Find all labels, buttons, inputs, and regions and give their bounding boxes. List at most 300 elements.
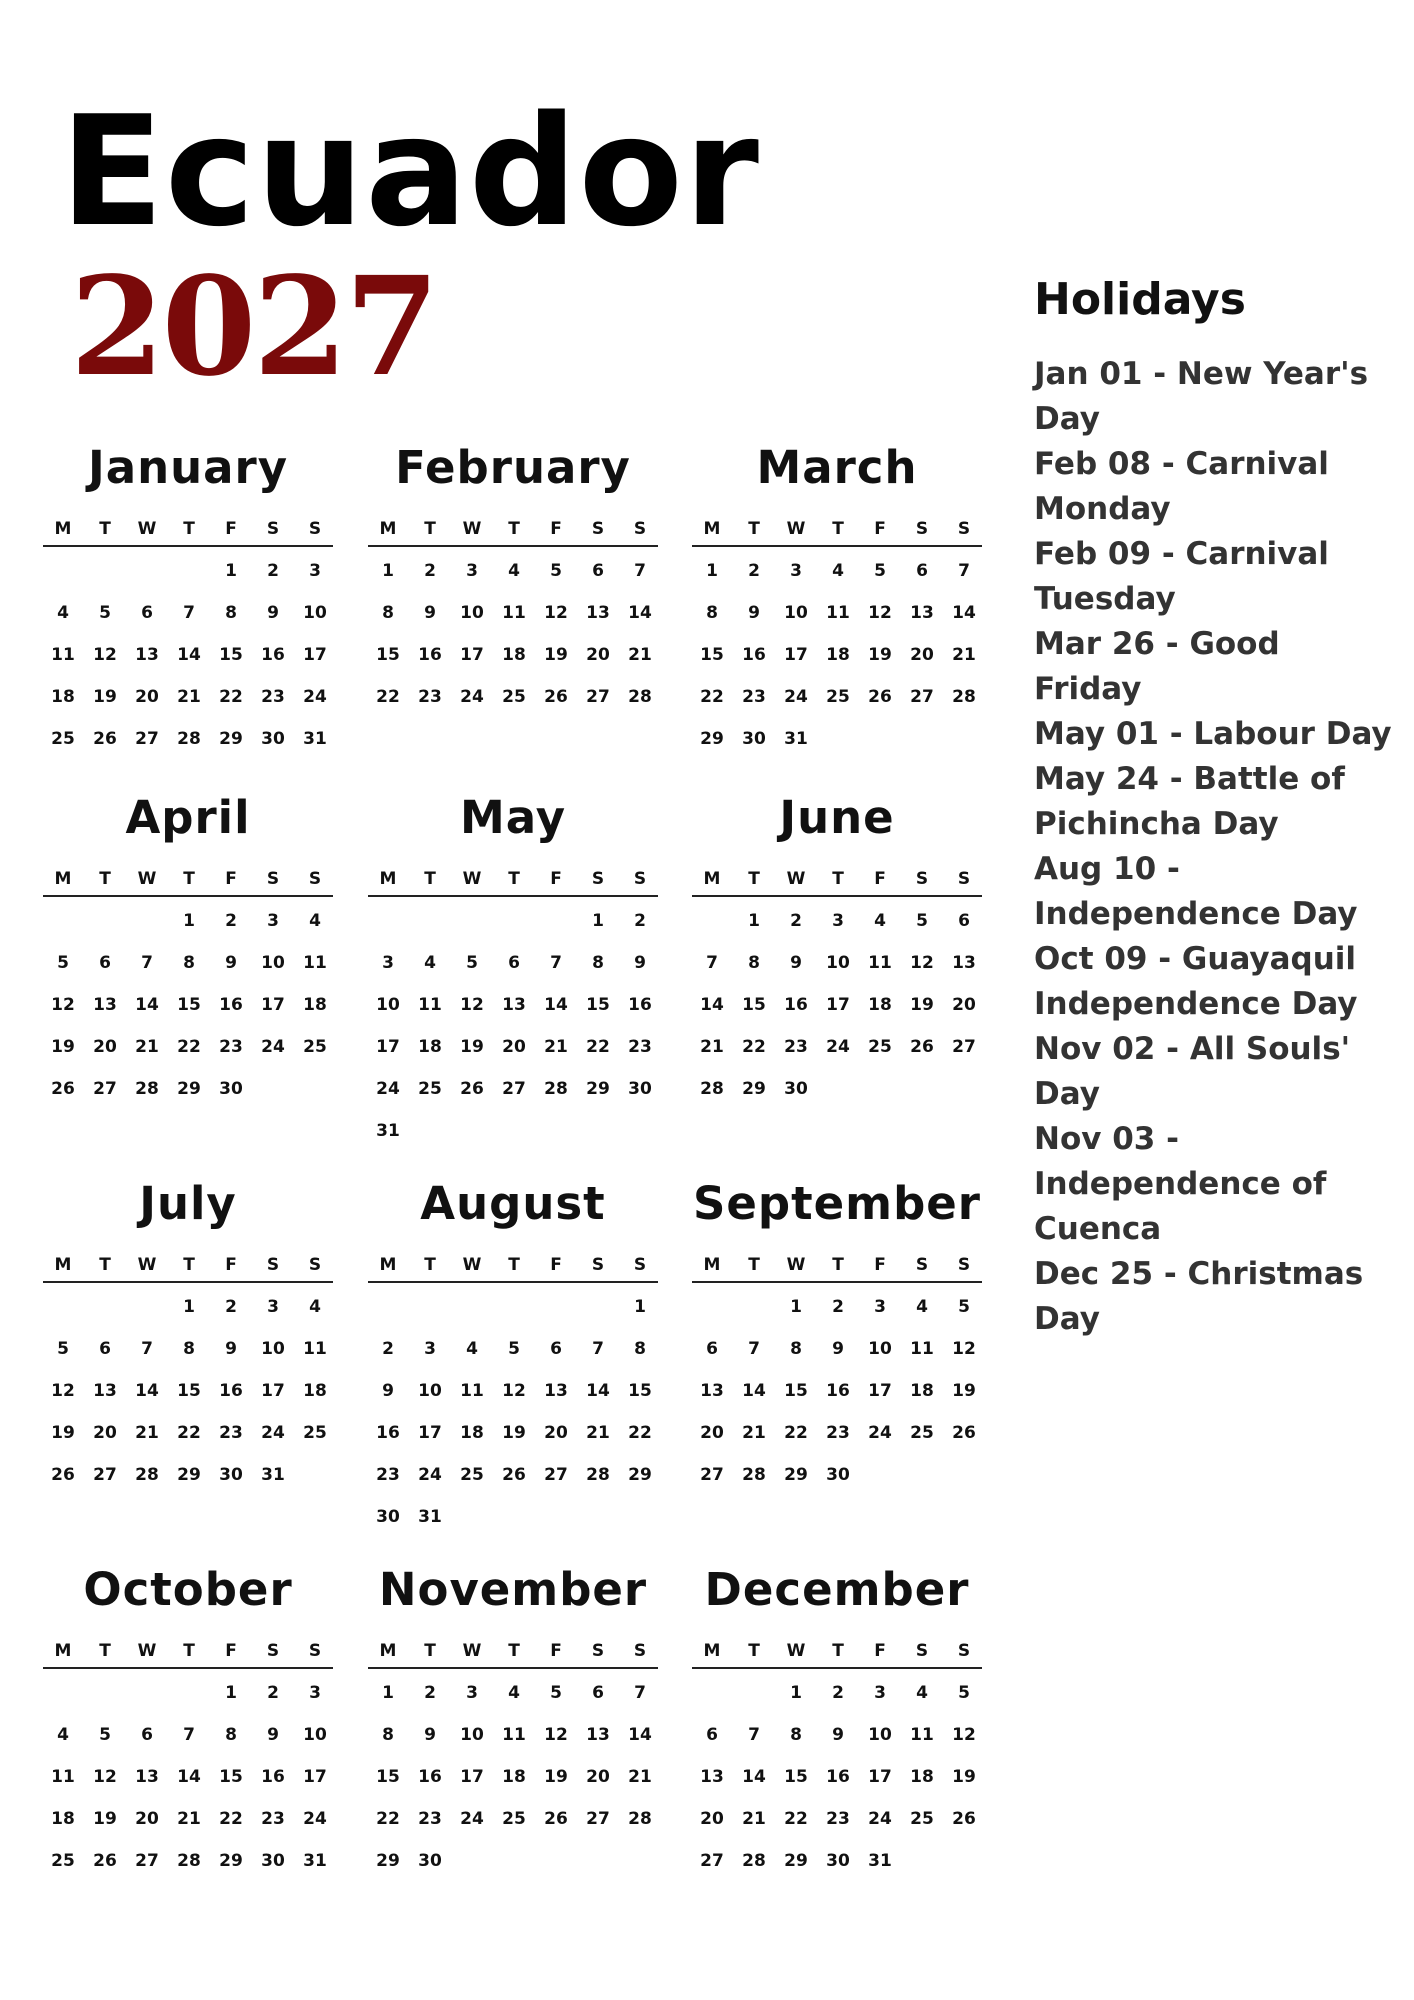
day-cell: 17 — [261, 995, 285, 1015]
day-cell: 26 — [952, 1423, 976, 1443]
day-cell: 7 — [550, 953, 562, 973]
holiday-item: Mar 26 - Good Friday — [1034, 626, 1280, 707]
day-cell: 27 — [135, 1851, 159, 1871]
day-cell: 27 — [952, 1037, 976, 1057]
day-cell: 20 — [910, 645, 934, 665]
year-title: 2027 — [70, 247, 437, 407]
day-cell: 29 — [177, 1079, 201, 1099]
day-cell: 25 — [51, 1851, 75, 1871]
weekday-label: M — [54, 519, 72, 539]
day-cell: 10 — [784, 603, 808, 623]
day-cell: 11 — [826, 603, 850, 623]
day-cell: 19 — [51, 1423, 75, 1443]
day-cell: 16 — [784, 995, 808, 1015]
weekday-label: T — [508, 869, 520, 889]
day-cell: 11 — [51, 1767, 75, 1787]
weekday-label: T — [748, 869, 760, 889]
day-cell: 5 — [916, 911, 928, 931]
day-cell: 29 — [784, 1465, 808, 1485]
weekday-label: W — [462, 519, 482, 539]
weekday-label: T — [99, 1641, 111, 1661]
day-cell: 12 — [460, 995, 484, 1015]
weekday-label: S — [591, 1255, 605, 1275]
day-cell: 27 — [544, 1465, 568, 1485]
day-cell: 11 — [502, 603, 526, 623]
day-cell: 10 — [826, 953, 850, 973]
holiday-item: Nov 03 - Independence of Cuenca — [1034, 1121, 1327, 1247]
weekday-label: M — [379, 519, 397, 539]
day-cell: 1 — [790, 1297, 802, 1317]
day-cell: 26 — [910, 1037, 934, 1057]
day-cell: 1 — [748, 911, 760, 931]
day-cell: 2 — [267, 561, 279, 581]
day-cell: 21 — [742, 1809, 766, 1829]
weekday-label: T — [748, 1641, 760, 1661]
day-cell: 20 — [502, 1037, 526, 1057]
weekday-label: S — [308, 1641, 322, 1661]
weekday-label: M — [703, 519, 721, 539]
weekday-header — [368, 1641, 658, 1669]
day-cell: 31 — [784, 729, 808, 749]
day-cell: 15 — [784, 1767, 808, 1787]
day-cell: 2 — [634, 911, 646, 931]
weekday-label: F — [874, 869, 886, 889]
day-cell: 24 — [868, 1809, 892, 1829]
day-cell: 25 — [502, 687, 526, 707]
day-cell: 16 — [826, 1381, 850, 1401]
day-cell: 21 — [628, 1767, 652, 1787]
day-cell: 22 — [742, 1037, 766, 1057]
day-cell: 22 — [784, 1809, 808, 1829]
day-cell: 10 — [303, 1725, 327, 1745]
day-cell: 19 — [93, 687, 117, 707]
day-cell: 2 — [382, 1339, 394, 1359]
weekday-header — [43, 519, 333, 547]
day-cell: 22 — [376, 687, 400, 707]
weekday-label: W — [462, 869, 482, 889]
day-cell: 23 — [219, 1037, 243, 1057]
weekday-label: W — [137, 869, 157, 889]
day-cell: 16 — [826, 1767, 850, 1787]
holidays-panel — [1034, 270, 1394, 1337]
day-cell: 8 — [183, 953, 195, 973]
weekday-label: S — [915, 519, 929, 539]
weekday-label: T — [99, 869, 111, 889]
day-cell: 8 — [748, 953, 760, 973]
day-cell: 28 — [628, 1809, 652, 1829]
day-cell: 8 — [706, 603, 718, 623]
day-cell: 28 — [952, 687, 976, 707]
day-cell: 22 — [586, 1037, 610, 1057]
day-cell: 8 — [183, 1339, 195, 1359]
month-name: June — [779, 791, 895, 844]
weekday-label: T — [424, 519, 436, 539]
weekday-label: T — [508, 519, 520, 539]
month-name: August — [420, 1177, 606, 1230]
day-cell: 13 — [700, 1767, 724, 1787]
day-cell: 6 — [592, 1683, 604, 1703]
day-grid — [692, 1296, 982, 1516]
day-cell: 22 — [177, 1037, 201, 1057]
day-cell: 13 — [700, 1381, 724, 1401]
day-cell: 3 — [790, 561, 802, 581]
day-cell: 29 — [219, 729, 243, 749]
day-cell: 13 — [952, 953, 976, 973]
day-cell: 3 — [466, 561, 478, 581]
day-cell: 13 — [93, 1381, 117, 1401]
day-cell: 11 — [303, 953, 327, 973]
day-cell: 2 — [424, 1683, 436, 1703]
day-cell: 14 — [586, 1381, 610, 1401]
weekday-label: S — [957, 1255, 971, 1275]
day-cell: 28 — [586, 1465, 610, 1485]
day-cell: 30 — [742, 729, 766, 749]
day-cell: 26 — [460, 1079, 484, 1099]
day-cell: 10 — [868, 1725, 892, 1745]
day-cell: 5 — [99, 1725, 111, 1745]
month-name: April — [125, 791, 251, 844]
day-grid — [43, 1296, 333, 1516]
day-cell: 24 — [784, 687, 808, 707]
day-cell: 6 — [706, 1725, 718, 1745]
day-cell: 4 — [57, 1725, 69, 1745]
day-cell: 14 — [177, 1767, 201, 1787]
weekday-label: S — [915, 1641, 929, 1661]
day-cell: 9 — [832, 1725, 844, 1745]
month-may — [368, 790, 658, 1141]
weekday-label: M — [54, 869, 72, 889]
day-cell: 20 — [700, 1423, 724, 1443]
day-cell: 4 — [466, 1339, 478, 1359]
day-cell: 7 — [958, 561, 970, 581]
weekday-label: S — [633, 1255, 647, 1275]
day-cell: 20 — [586, 645, 610, 665]
day-cell: 30 — [219, 1465, 243, 1485]
day-cell: 3 — [267, 911, 279, 931]
weekday-label: S — [915, 869, 929, 889]
day-cell: 26 — [51, 1465, 75, 1485]
day-cell: 12 — [93, 1767, 117, 1787]
month-august — [368, 1176, 658, 1527]
day-cell: 6 — [508, 953, 520, 973]
day-cell: 25 — [826, 687, 850, 707]
day-cell: 11 — [418, 995, 442, 1015]
day-grid — [692, 910, 982, 1130]
day-cell: 14 — [135, 1381, 159, 1401]
weekday-label: T — [508, 1641, 520, 1661]
month-november — [368, 1562, 658, 1871]
weekday-label: S — [591, 869, 605, 889]
day-cell: 20 — [93, 1423, 117, 1443]
day-cell: 24 — [826, 1037, 850, 1057]
holiday-item: Jan 01 - New Year's Day — [1034, 356, 1369, 437]
day-cell: 14 — [628, 1725, 652, 1745]
month-name: May — [459, 791, 567, 844]
day-cell: 25 — [502, 1809, 526, 1829]
day-grid — [43, 1682, 333, 1902]
weekday-header — [43, 1641, 333, 1669]
day-cell: 28 — [135, 1465, 159, 1485]
day-cell: 17 — [868, 1767, 892, 1787]
weekday-label: W — [786, 1255, 806, 1275]
day-grid — [368, 560, 658, 780]
day-cell: 23 — [784, 1037, 808, 1057]
month-december — [692, 1562, 982, 1871]
day-cell: 19 — [460, 1037, 484, 1057]
day-cell: 12 — [51, 995, 75, 1015]
day-cell: 22 — [219, 687, 243, 707]
weekday-header — [368, 1255, 658, 1283]
country-title: Ecuador — [60, 83, 760, 260]
day-cell: 28 — [700, 1079, 724, 1099]
weekday-label: F — [550, 519, 562, 539]
day-cell: 4 — [424, 953, 436, 973]
weekday-label: S — [308, 519, 322, 539]
day-cell: 21 — [177, 1809, 201, 1829]
day-cell: 27 — [93, 1465, 117, 1485]
day-cell: 27 — [700, 1851, 724, 1871]
day-cell: 19 — [502, 1423, 526, 1443]
day-cell: 12 — [544, 1725, 568, 1745]
day-cell: 24 — [868, 1423, 892, 1443]
day-cell: 17 — [303, 1767, 327, 1787]
day-cell: 9 — [790, 953, 802, 973]
day-cell: 29 — [628, 1465, 652, 1485]
day-cell: 26 — [544, 1809, 568, 1829]
day-cell: 2 — [424, 561, 436, 581]
weekday-label: M — [379, 1255, 397, 1275]
day-cell: 27 — [700, 1465, 724, 1485]
weekday-header — [368, 519, 658, 547]
day-cell: 17 — [784, 645, 808, 665]
weekday-label: F — [225, 519, 237, 539]
weekday-label: F — [874, 1255, 886, 1275]
day-cell: 28 — [628, 687, 652, 707]
day-cell: 23 — [826, 1423, 850, 1443]
weekday-label: F — [225, 1641, 237, 1661]
day-cell: 12 — [868, 603, 892, 623]
day-cell: 4 — [874, 911, 886, 931]
day-cell: 1 — [225, 561, 237, 581]
day-cell: 1 — [634, 1297, 646, 1317]
day-cell: 18 — [418, 1037, 442, 1057]
day-cell: 6 — [592, 561, 604, 581]
weekday-label: W — [137, 1641, 157, 1661]
day-cell: 21 — [586, 1423, 610, 1443]
day-cell: 20 — [93, 1037, 117, 1057]
day-cell: 14 — [544, 995, 568, 1015]
day-cell: 1 — [382, 561, 394, 581]
day-cell: 29 — [784, 1851, 808, 1871]
day-cell: 3 — [874, 1683, 886, 1703]
day-cell: 13 — [93, 995, 117, 1015]
day-cell: 30 — [826, 1465, 850, 1485]
weekday-label: T — [748, 519, 760, 539]
day-cell: 7 — [141, 953, 153, 973]
weekday-label: S — [591, 1641, 605, 1661]
day-cell: 10 — [868, 1339, 892, 1359]
day-cell: 7 — [706, 953, 718, 973]
day-cell: 13 — [135, 1767, 159, 1787]
day-cell: 27 — [93, 1079, 117, 1099]
day-cell: 24 — [261, 1037, 285, 1057]
day-cell: 5 — [508, 1339, 520, 1359]
day-cell: 22 — [177, 1423, 201, 1443]
day-cell: 7 — [634, 561, 646, 581]
month-january — [43, 440, 333, 749]
weekday-label: F — [874, 1641, 886, 1661]
day-cell: 2 — [748, 561, 760, 581]
day-cell: 9 — [267, 603, 279, 623]
day-cell: 13 — [502, 995, 526, 1015]
weekday-label: T — [424, 1641, 436, 1661]
day-cell: 14 — [952, 603, 976, 623]
day-cell: 3 — [382, 953, 394, 973]
month-march — [692, 440, 982, 749]
weekday-label: S — [633, 519, 647, 539]
weekday-label: S — [266, 519, 280, 539]
day-cell: 2 — [267, 1683, 279, 1703]
day-cell: 5 — [958, 1297, 970, 1317]
day-cell: 23 — [742, 687, 766, 707]
day-cell: 5 — [57, 1339, 69, 1359]
holiday-list — [1034, 352, 1394, 1342]
day-cell: 25 — [868, 1037, 892, 1057]
day-cell: 19 — [544, 1767, 568, 1787]
weekday-label: S — [633, 1641, 647, 1661]
weekday-label: S — [308, 1255, 322, 1275]
day-cell: 12 — [544, 603, 568, 623]
day-cell: 7 — [183, 603, 195, 623]
day-cell: 8 — [382, 1725, 394, 1745]
day-cell: 29 — [586, 1079, 610, 1099]
weekday-label: S — [957, 519, 971, 539]
weekday-label: F — [225, 1255, 237, 1275]
day-cell: 4 — [57, 603, 69, 623]
holiday-item: Feb 09 - Carnival Tuesday — [1034, 536, 1329, 617]
day-cell: 24 — [303, 687, 327, 707]
month-name: January — [87, 441, 289, 494]
weekday-label: T — [183, 519, 195, 539]
day-cell: 23 — [628, 1037, 652, 1057]
day-cell: 1 — [706, 561, 718, 581]
holiday-item: Feb 08 - Carnival Monday — [1034, 446, 1329, 527]
day-cell: 18 — [502, 645, 526, 665]
day-cell: 26 — [952, 1809, 976, 1829]
weekday-label: T — [508, 1255, 520, 1275]
day-cell: 18 — [826, 645, 850, 665]
weekday-label: T — [748, 1255, 760, 1275]
day-cell: 9 — [424, 1725, 436, 1745]
holiday-item: Dec 25 - Christmas Day — [1034, 1256, 1364, 1337]
day-cell: 9 — [225, 1339, 237, 1359]
day-cell: 18 — [910, 1381, 934, 1401]
day-cell: 7 — [748, 1339, 760, 1359]
day-cell: 23 — [826, 1809, 850, 1829]
day-cell: 14 — [742, 1381, 766, 1401]
day-cell: 1 — [183, 911, 195, 931]
day-cell: 12 — [93, 645, 117, 665]
month-september — [692, 1176, 982, 1485]
day-cell: 31 — [418, 1507, 442, 1527]
day-cell: 18 — [51, 1809, 75, 1829]
day-cell: 20 — [586, 1767, 610, 1787]
day-cell: 7 — [183, 1725, 195, 1745]
day-cell: 27 — [586, 687, 610, 707]
day-cell: 18 — [910, 1767, 934, 1787]
day-cell: 27 — [135, 729, 159, 749]
day-cell: 23 — [376, 1465, 400, 1485]
weekday-label: M — [54, 1255, 72, 1275]
day-cell: 16 — [376, 1423, 400, 1443]
day-cell: 9 — [748, 603, 760, 623]
day-grid — [368, 1682, 658, 1902]
day-cell: 12 — [952, 1339, 976, 1359]
day-cell: 26 — [544, 687, 568, 707]
day-cell: 19 — [868, 645, 892, 665]
weekday-label: S — [633, 869, 647, 889]
day-cell: 22 — [784, 1423, 808, 1443]
day-cell: 19 — [952, 1381, 976, 1401]
day-grid — [692, 1682, 982, 1902]
day-cell: 16 — [261, 1767, 285, 1787]
day-cell: 8 — [790, 1725, 802, 1745]
day-cell: 21 — [544, 1037, 568, 1057]
day-cell: 4 — [508, 1683, 520, 1703]
day-cell: 17 — [460, 645, 484, 665]
day-cell: 6 — [141, 603, 153, 623]
day-cell: 18 — [303, 1381, 327, 1401]
day-cell: 10 — [418, 1381, 442, 1401]
day-cell: 26 — [868, 687, 892, 707]
weekday-label: T — [183, 1255, 195, 1275]
day-cell: 7 — [634, 1683, 646, 1703]
month-name: July — [139, 1177, 237, 1230]
day-cell: 17 — [460, 1767, 484, 1787]
day-cell: 27 — [586, 1809, 610, 1829]
day-cell: 17 — [303, 645, 327, 665]
weekday-label: W — [137, 1255, 157, 1275]
month-name: October — [83, 1563, 293, 1616]
month-name: March — [756, 441, 918, 494]
day-cell: 2 — [790, 911, 802, 931]
day-cell: 17 — [826, 995, 850, 1015]
month-july — [43, 1176, 333, 1485]
day-cell: 21 — [135, 1037, 159, 1057]
day-cell: 25 — [51, 729, 75, 749]
weekday-label: T — [424, 1255, 436, 1275]
day-cell: 9 — [382, 1381, 394, 1401]
day-cell: 15 — [219, 645, 243, 665]
day-cell: 18 — [460, 1423, 484, 1443]
weekday-label: W — [462, 1255, 482, 1275]
day-cell: 23 — [418, 1809, 442, 1829]
day-cell: 6 — [141, 1725, 153, 1745]
day-cell: 31 — [376, 1121, 400, 1141]
weekday-label: F — [874, 519, 886, 539]
weekday-label: T — [832, 1255, 844, 1275]
day-cell: 4 — [916, 1683, 928, 1703]
day-cell: 14 — [135, 995, 159, 1015]
holiday-item: May 01 - Labour Day — [1034, 716, 1392, 752]
month-name: September — [693, 1177, 981, 1230]
day-cell: 28 — [135, 1079, 159, 1099]
day-cell: 29 — [177, 1465, 201, 1485]
day-cell: 21 — [700, 1037, 724, 1057]
day-cell: 3 — [874, 1297, 886, 1317]
day-cell: 26 — [502, 1465, 526, 1485]
day-cell: 24 — [460, 1809, 484, 1829]
